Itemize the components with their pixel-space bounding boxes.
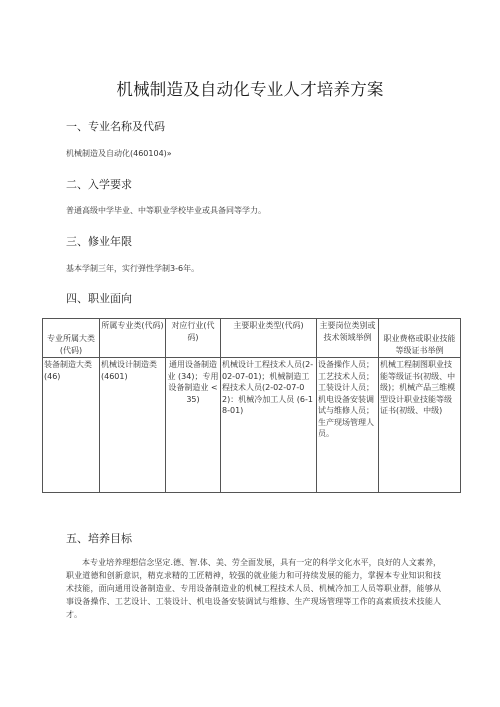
table-cell: 机械工程制图职业技能等级证书(初级、中级)；机械产品三维模型设计职业技能等级证书(初级、中级) xyxy=(379,358,461,493)
table-header-cell: 主要职业类型(代码) xyxy=(221,319,317,358)
table-header-cell: 所属专业类(代码) xyxy=(100,319,166,358)
section-4-heading: 四、职业面向 xyxy=(66,292,132,305)
table-cell: 机械设计制造类(4601) xyxy=(100,358,166,493)
table-header-cell: 专业所属大类(代码) xyxy=(43,319,100,358)
section-3-heading: 三、修业年限 xyxy=(66,235,132,248)
table-cell: 通用设备制造业 (34)；专用设备制造业 <35) xyxy=(166,358,221,493)
section-2-text: 普通高级中学毕业、中等职业学校毕业或具备同等学力。 xyxy=(66,206,266,215)
occupation-table xyxy=(42,318,461,493)
table-row xyxy=(43,358,461,493)
table-header-cell: 职业费格或职业技能等级证书举例 xyxy=(379,319,461,358)
section-1-heading: 一、专业名称及代码 xyxy=(66,120,165,133)
document-title: 机械制造及自动化专业人才培养方案 xyxy=(116,80,384,99)
table-header-cell: 对应行业(代码) xyxy=(166,319,221,358)
table-cell: 设备操作人员；工艺技术人员；工装设计人员；机电设备安装调试与维修人员；生产现场管理人员。 xyxy=(317,358,379,493)
table-header-row xyxy=(43,319,461,358)
table-cell: 装备制造大类(46) xyxy=(43,358,100,493)
section-2-heading: 二、入学要求 xyxy=(66,178,132,191)
section-5-heading: 五、培养目标 xyxy=(66,532,132,545)
section-3-text: 基本学制三年，实行弹性学制3-6年。 xyxy=(66,264,200,273)
section-5-paragraph: 本专业培养理想信念坚定.德、智.体、美、劳全面发展，具有一定的科学文化水平，良好的人文素养，职业道德和创新意识，精克求精的工匠精神，较强的就业能力和可持续发展的能力，掌握本专业知识和技术技能，面向通用设备制造业、专用设备制造业的机械工程技术人员、机械冷加工人员等职业群，能够从事设备操作、工艺设计、工装设计、机电设备安装调试与维修、生产现场管理等工作的高素质技术技能人才。 xyxy=(66,558,441,619)
section-1-text: 机械制造及自动化(460104)» xyxy=(66,149,172,158)
table-cell: 机械设计工程技术人员(2-02-07-01)；机械制造工程技术人员(2-02-07-02)：机械冷加工人员 (6-18-01) xyxy=(221,358,317,493)
table-header-cell: 主要岗位类别或技术领域举例 xyxy=(317,319,379,358)
